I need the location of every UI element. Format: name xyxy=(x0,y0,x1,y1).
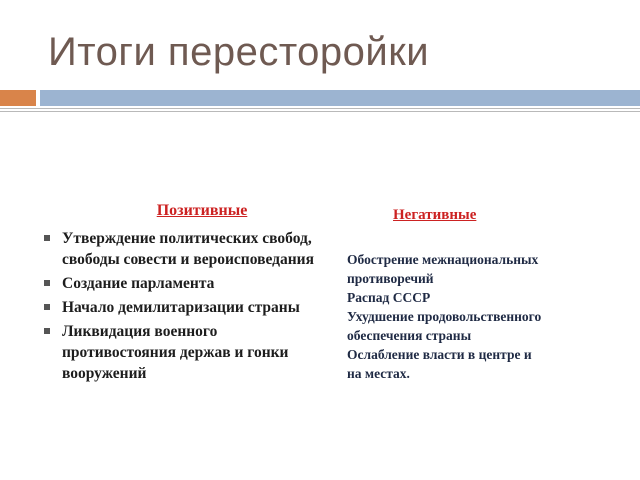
positive-list xyxy=(42,228,332,384)
bullet-icon xyxy=(44,235,50,241)
list-item-text: Утверждение политических свобод, свободы совести и вероисповедания xyxy=(62,230,314,268)
bullet-icon xyxy=(44,280,50,286)
list-item: Ослабление власти в центре и на местах. xyxy=(347,347,532,381)
list-item xyxy=(42,228,332,270)
bullet-icon xyxy=(44,304,50,310)
accent-bar-blue xyxy=(40,90,640,106)
slide-title: Итоги пересторойки xyxy=(48,30,430,74)
accent-bar-orange xyxy=(0,90,36,106)
list-item-text: Начало демилитаризации страны xyxy=(62,299,300,316)
list-item-text: Ликвидация военного противостояния держав и гонки вооружений xyxy=(62,323,289,382)
list-item-text: Создание парламента xyxy=(62,275,215,292)
list-item: Обострение межнациональных противоречий xyxy=(347,252,539,286)
bullet-icon xyxy=(44,328,50,334)
list-item xyxy=(42,297,332,318)
list-item: Распад СССР xyxy=(347,290,431,305)
divider-line xyxy=(0,108,640,109)
positive-column xyxy=(42,202,332,387)
positive-heading: Позитивные xyxy=(156,202,248,219)
negative-list xyxy=(347,250,547,383)
list-item xyxy=(42,273,332,294)
divider-line xyxy=(0,111,640,112)
negative-heading: Негативные xyxy=(393,207,477,223)
list-item: Ухудшение продовольственного обеспечения страны xyxy=(347,309,542,343)
list-item xyxy=(42,321,332,384)
negative-column xyxy=(347,207,547,383)
